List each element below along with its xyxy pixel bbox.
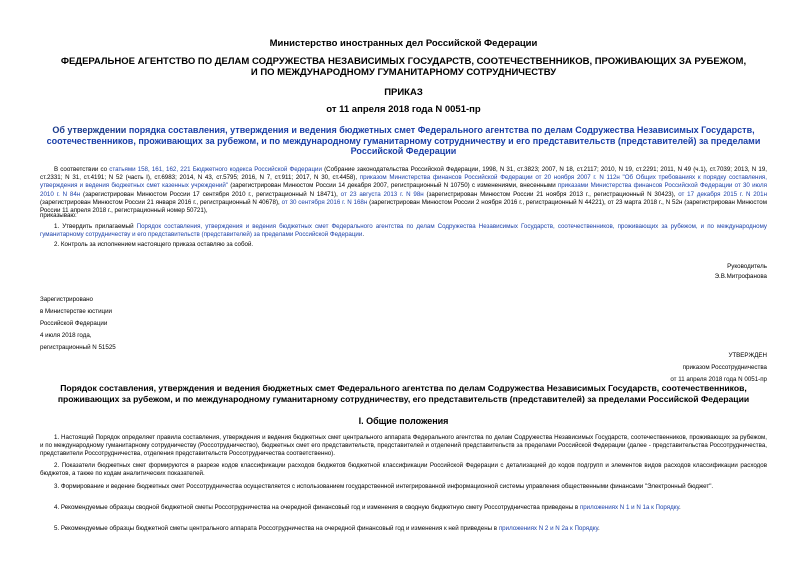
doc-date: от 11 апреля 2018 года N 0051-пр (326, 104, 481, 115)
approval-line-3: от 11 апреля 2018 года N 0051-пр (670, 376, 767, 383)
preamble-text-3: (зарегистрирован Минюстом России 14 декабря 2007, регистрационный N 10750) с изменениями, внесенными (227, 182, 558, 190)
registration-line-5: регистрационный N 51525 (40, 344, 116, 351)
section-5-prefix: 5. Рекомендуемые образцы бюджетной сметы центрального аппарата Россотрудничества на очередной финансовый год и изменения к ней приведены в (54, 525, 499, 532)
annex-title: Порядок составления, утверждения и ведения бюджетных смет Федерального агентства по делам Содружества Независимых Государств, соотечественников, проживающих за рубежом, и по международному гуманитарному сотрудничеству, его представительств (представителей) за пределами Российской Федерации (57, 383, 750, 404)
order-word: приказываю: (40, 212, 77, 219)
order-item-2: 2. Контроль за исполнением настоящего приказа оставляю за собой. (54, 241, 254, 248)
preamble-text-7: (зарегистрирован Минюстом России 2 ноября 2016 г., регистрационный N 44221), от 23 марта 2018 г., N 52н (зарегистрирован Минюстом России 11 апреля 2018 г., регистрационный номер 50721), (40, 198, 767, 215)
section-paragraph-4 (40, 504, 767, 512)
section-4-suffix: . (679, 504, 681, 511)
section-paragraph-3: 3. Формирование и ведение бюджетных смет Россотрудничества осуществляется с использованием государственной интегрированной информационной системы управления общественными финансами "Электронный бюджет". (54, 483, 714, 490)
preamble-text-1: В соответствии со (54, 166, 110, 173)
registration-line-4: 4 июля 2018 года, (40, 332, 92, 339)
approval-line-2: приказом Россотрудничества (682, 364, 767, 371)
budget-code-link[interactable]: статьями 158, 161, 162, 221 Бюджетного кодекса Российской Федерации (109, 166, 322, 173)
order-item-1 (40, 223, 767, 239)
minfin-order-201n-link[interactable]: от 17 декабря 2015 г. N 201н (678, 190, 767, 198)
registration-line-2: в Министерстве юстиции (40, 308, 113, 315)
minfin-order-98n-link[interactable]: от 23 августа 2013 г. N 98н (340, 190, 424, 198)
document-title (40, 125, 767, 157)
section-5-suffix: . (597, 525, 600, 532)
ministry-heading: Министерство иностранных дел Российской Федерации (269, 38, 538, 49)
minfin-order-112n-link[interactable]: приказом Министерства финансов Российской Федерации от 20 ноября 2007 г. N 112н "Об Общих требованиях к порядку составления, утверждения и ведения бюджетных смет казенных учреждений" (40, 174, 767, 190)
appendix-2-link[interactable]: приложениях N 2 и N 2а к Порядку (498, 525, 598, 532)
procedure-link[interactable]: Порядок составления, утверждения и ведения бюджетных смет Федерального агентства по делам Содружества Независимых Государств, соотечественников, проживающих за рубежом, и по международному гуманитарному сотрудничеству и его представительств (представителей) за пределами Российской Федерации (40, 223, 768, 239)
appendix-1-link[interactable]: приложениях N 1 и N 1а к Порядку (579, 504, 680, 511)
section-paragraph-1: 1. Настоящий Порядок определяет правила составления, утверждения и ведения бюджетных смет центрального аппарата Федерального агентства по делам Содружества Независимых Государств, соотечественников, проживающих за рубежом, и по международному гуманитарному сотрудничеству (Россотрудничество), бюджетных смет его представительств, представителей и отделений представительств за пределами Российской Федерации (далее - представительства Россотрудничества, представители Россотрудничества, отделения представительств Россотрудничества соответственно). (40, 434, 767, 458)
signature-role: Руководитель (727, 263, 767, 270)
approval-line-1: УТВЕРЖДЕН (728, 352, 767, 359)
preamble-text-2: (Собрание законодательства Российской Федерации, 1998, N 31, ст.3823; 2007, N 18, ст.2117; 2010, N 19, ст.2291; 2011, N 49 (ч.1), ст.7039; 2013, N 19, ст.2331; N 31, ст.4191; N 52 (часть I), ст.6983; 2014, N 43, ст.5795; 2016, N 7, ст.911; 2017, N 30, ст.4458), (40, 166, 767, 182)
title-link[interactable]: порядка составления, утверждения и ведения бюджетных смет Федерального агентства по делам Содружества Независимых Государств, соотечественников, проживающих за рубежом, и по международному гуманитарному сотрудничеству и его представительств (представителей) за пределами Российской Федерации (46, 125, 761, 156)
section-paragraph-2: 2. Показатели бюджетных смет формируются в разрезе кодов классификации расходов бюджетов бюджетной классификации Российской Федерации с детализацией до кодов подгрупп и элементов видов расходов классификации расходов бюджетов, а также по кодам аналитических показателей. (40, 462, 767, 478)
preamble-text-5: (зарегистрирован Минюстом России 21 ноября 2013 г., регистрационный N 30423), (423, 190, 679, 198)
order-item-1-suffix: . (362, 231, 365, 239)
order-item-1-prefix: 1. Утвердить прилагаемый (54, 223, 137, 230)
doc-type: ПРИКАЗ (384, 87, 423, 98)
preamble-text-6: (зарегистрирован Минюстом России 21 января 2016 г., регистрационный N 40678), (40, 198, 282, 206)
section-4-prefix: 4. Рекомендуемые образцы сводной бюджетной сметы Россотрудничества на очередной финансовый год и изменения в сводную бюджетную смету Россотрудничества приведены в (54, 504, 580, 511)
preamble (40, 166, 767, 215)
registration-line-1: Зарегистрировано (40, 296, 93, 303)
section-heading: I. Общие положения (358, 416, 449, 426)
minfin-order-84n-link[interactable]: приказами Министерства финансов Российской Федерации от 30 июля 2010 г. N 84н (40, 182, 767, 198)
signature-name: Э.В.Митрофанова (714, 273, 767, 280)
agency-heading: ФЕДЕРАЛЬНОЕ АГЕНТСТВО ПО ДЕЛАМ СОДРУЖЕСТВА НЕЗАВИСИМЫХ ГОСУДАРСТВ, СООТЕЧЕСТВЕННИКОВ, ПРОЖИВАЮЩИХ ЗА РУБЕЖОМ, И ПО МЕЖДУНАРОДНОМУ ГУМАНИТАРНОМУ СОТРУДНИЧЕСТВУ (60, 56, 747, 78)
registration-line-3: Российской Федерации (40, 320, 108, 327)
preamble-text-4: (зарегистрирован Минюстом России 17 сентября 2010 г., регистрационный N 18471), (80, 190, 341, 198)
title-prefix: Об утверждении (52, 125, 129, 135)
section-paragraph-5 (40, 525, 767, 533)
minfin-order-168n-link[interactable]: от 30 сентября 2016 г. N 168н (281, 198, 368, 206)
